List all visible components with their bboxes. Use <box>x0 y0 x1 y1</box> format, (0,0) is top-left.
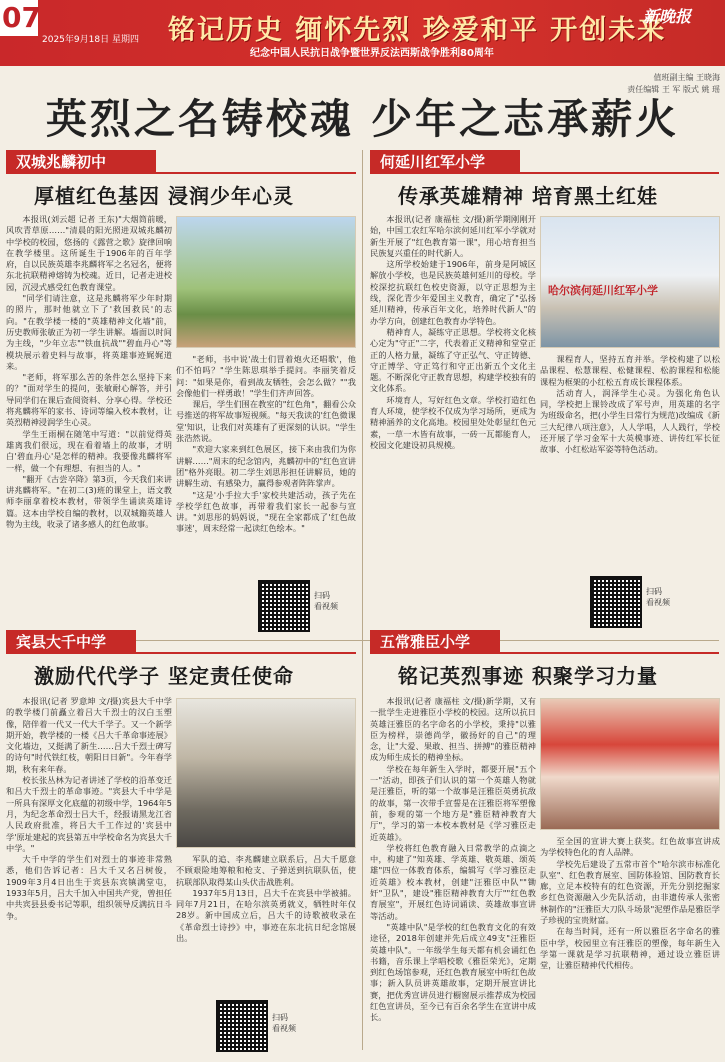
section-headline: 铭记英烈事迹 积聚学习力量 <box>398 664 658 688</box>
article-paragraph: 军队的追、李兆麟建立联系后，吕大千愿意不顾艰险地筹粮和枪支、子弹送到抗联队伍，使抗联部队取得某山头伏击战胜利。 <box>176 854 356 887</box>
article-paragraph: "这是'小手拉大手'家校共建活动，孩子先在学校学红色故事，再带着我们家长一起参与宣讲。"刘思彤的妈妈说，"现在全家都成了'红色故事迷'，周末经常一起读红色绘本。" <box>176 489 356 534</box>
article-paragraph: 学校将红色教育融入日常教学的点滴之中，构建了"知英雄、学英雄、敬英雄、颂英雄"四位一体教育体系，编辑写《学习雅臣走近英雄》校本教材，创建"汪雅臣中队""锄奸"卫队"，建设"雅臣精神教育大厅""红色教育展室"，开展红色诗词诵读、英雄故事宣讲等活动。 <box>370 842 536 921</box>
article-paragraph: 活动育人，润泽学生心灵。为强化角色认同，学校把上课铃改成了军号声，用英雄的名字为班级命名，把(小学生日常行为规范)改编成《新三大纪律八项注意》，人人学唱，人人践行，学校还开展了学习金军十大英模事迹、讲传红军长征故事、小红松站军姿等特色活动。 <box>540 387 720 455</box>
section-headline: 传承英雄精神 培育黑土红娃 <box>398 184 658 208</box>
page-number: 07 <box>2 1 41 34</box>
article-paragraph: "老师，书中说'战士们冒着炮火还唱歌'，他们不怕吗？"学生陈思琪举手提问。李丽笑着反问："如果是你，看到战友牺牲，会怎么做？""我会像他们一样勇敢！"学生们齐声回答。 <box>176 354 356 398</box>
section-rule <box>6 652 356 654</box>
article-paragraph: 课程育人，坚持五育并举。学校构建了以松品课程、松慧课程、松健课程、松韵课程和松能课程为框架的小红松五育成长课程体系。 <box>540 354 720 387</box>
article-paragraph: 课后，学生们围在教室的"红色角"，翻看公众号推送的将军故事短视频。"每天我读的'红色微课堂'知识，让我们对英雄有了更深刻的认识。"学生张浩然说。 <box>176 399 356 444</box>
article-column <box>540 836 720 1056</box>
statue-photo <box>176 698 356 848</box>
school-sign-text: 哈尔滨何延川红军小学 <box>548 284 658 297</box>
article-paragraph: 学校在每年新生入学时，都要开展"五个一"活动，即孩子们认识的第一个英雄人物就是汪雅臣，听的第一个故事是汪雅臣英勇抗敌的故事，第一次带手宣誓是在汪雅臣将军塑像前，参观的第一个地方是"雅臣精神教育大厅"，学习的第一本校本教材是《学习雅臣走近英雄》。 <box>370 763 536 842</box>
article-paragraph: 在每当时间，还有一所以雅臣名字命名的雅臣中学，校园里立有汪雅臣的塑像，每年新生入学第一课就是学习抗联精神，通过设立雅臣讲堂，让雅臣精神代代相传。 <box>540 926 720 971</box>
section-rule <box>370 172 719 174</box>
article-column <box>540 354 720 574</box>
section-headline: 厚植红色基因 浸润少年心灵 <box>34 184 294 208</box>
newspaper-brand: 新晚报 <box>642 7 691 26</box>
qr-caption: 扫码 看视频 <box>272 1013 296 1033</box>
article-column <box>6 214 172 734</box>
qr-code[interactable] <box>590 576 642 628</box>
article-paragraph: "同学们请注意，这是兆麟将军少年时期的照片，那时他就立下了'救国救民'的志向。"在教学楼一楼的"英雄精神文化墙"前，历史教师张敏正为初一学生讲解。墙面以时间为主线，"少年立志""铁血抗战""碧血丹心"等模块展示着史料与故事，将英雄事迹娓娓道来。 <box>6 293 172 371</box>
section-tag-yachen: 五常雅臣小学 <box>370 630 500 654</box>
qr-caption: 扫码 看视频 <box>314 591 338 611</box>
qr-caption: 扫码 看视频 <box>646 587 670 607</box>
page-title: 英烈之名铸校魂 少年之志承薪火 <box>45 95 680 143</box>
editor-line-2: 责任编辑 王 军 版式 姚 瑶 <box>627 85 720 94</box>
section-tag-zhaolin: 双城兆麟初中 <box>6 150 156 174</box>
qr-code[interactable] <box>216 1000 268 1052</box>
section-tag-heyanchuan: 何延川红军小学 <box>370 150 520 174</box>
column-divider <box>362 150 363 1050</box>
article-paragraph: 1937年5月13日，吕大千在宾县中学被捕。同年7月21日，在哈尔滨英勇就义，牺牲时年仅28岁。新中国成立后，吕大千的诗歌被收录在《革命烈士诗抄》中，事迹在东北抗日纪念馆展出。 <box>176 887 356 944</box>
article-paragraph: 学生王雨桐在随笔中写道："以前觉得英雄离我们很远，现在看着墙上的故事，才明白'碧血丹心'是怎样的精神。我要像兆麟将军一样，做一个有理想、有担当的人。" <box>6 428 172 473</box>
banner-subtitle: 纪念中国人民抗日战争暨世界反法西斯战争胜利80周年 <box>250 48 494 59</box>
article-paragraph: "欢迎大家来到红色展区，接下来由我们为你讲解……"周末的纪念馆内，兆麟初中的"红色宣讲团"格外亮眼。初二学生刘思彤担任讲解员，她的讲解生动、有感染力，赢得参观者阵阵掌声。 <box>176 444 356 489</box>
article-column <box>176 854 356 994</box>
section-rule <box>370 652 719 654</box>
article-paragraph: "翻开《古尝卒降》第3页，今天我们来讲讲兆麟将军。"在初二(3)班的课堂上，语文教师李丽拿着校本教材，带领学生诵读英雄诗篇。这本由学校自编的教材，以双城籍英雄人物为主线，收录了诸多感人的红色故事。 <box>6 473 172 530</box>
campus-photo <box>176 216 356 348</box>
article-paragraph: "英雄中队"是学校的红色教育文化的有效途径，2018年创建并先后成立49支"汪雅臣英雄中队"。一年级学生每天都有机会诵红色书籍，音乐课上学唱校歌《雅臣荣光》，定期到红色场馆参观，还红色教育展室中听红色故事；新入队员讲英雄故事，定期开展宣讲比赛，把优秀宣讲员进行橱窗展示推荐成为校园红色宣讲员，至今已有百余名学生在宣讲中成长。 <box>370 921 536 1023</box>
section-rule <box>6 172 356 174</box>
section-headline: 激励代代学子 坚定责任使命 <box>34 664 294 688</box>
editor-line: 值班副主编 王晓海 <box>653 73 720 82</box>
article-paragraph: 环境育人，写好红色文章。学校打造红色育人环境，使学校不仅成为学习场所，更成为精神涵养的文化高地。校园里处处彰显红色元素，一草一木皆有故事，一砖一瓦都能育人，校园文化建设初具规模。 <box>370 394 536 450</box>
qr-code[interactable] <box>258 580 310 632</box>
date-line: 2025年9月18日 星期四 <box>42 35 139 45</box>
article-column <box>6 696 172 1056</box>
article-paragraph: 精神育人，凝练守正思想。学校将文化核心定为"守正"二字，代表着正义精神和堂堂正正的人格力量，凝练了守正弘气、守正铸德、守正博学、守正笃行和守正出新五个文化主题。不断深化守正教育思想，构建学校独有的文化体系。 <box>370 326 536 394</box>
article-paragraph: 本报讯(记者 康福柱 文/摄)新学期，又有一批学生走进雅臣小学校的校园。这所以抗日英雄汪雅臣的名字命名的小学校，秉持"以雅臣为榜样，崇德尚学，徽扬好的自己"的理念，让"大爱、果敢、担当、拼搏"的雅臣精神成为师生成长的精神坐标。 <box>370 696 536 763</box>
section-tag-daqian: 宾县大千中学 <box>6 630 136 654</box>
article-paragraph: 本报讯(记者 罗意坤 文/摄)宾县大千中学的教学楼门前矗立着吕大千烈士的汉白玉塑像，陪伴着一代又一代大千学子。又一个新学期开始，教学楼的一楼《吕大千革命事迹展》文化墙边，又挺满了新生……吕大千烈士碑写的诗句"时代铁红枝，朝阳日日新"。今年春学期，秋有来年春。 <box>6 696 172 774</box>
article-paragraph: 本报讯(刘云超 记者 王东)"大烟筒前暖，风吹青草原……"清晨的阳光照进双城兆麟初中学校的校园，悠扬的《露营之歌》旋律回响在教学楼里。这所诞生于1906年的百年学府，自以民族英雄李兆麟将军之名冠名，便将东北抗联精神熔铸为校魂。近日，记者走进校园，沉浸式感受红色教育课堂。 <box>6 214 172 292</box>
banner-title: 铭记历史 缅怀先烈 珍爱和平 开创未来 <box>168 15 667 46</box>
article-column <box>370 214 536 629</box>
article-paragraph: "老师，将军那么苦的条件怎么坚持下来的？"面对学生的提问，张敏耐心解答，并引导同学们在课后查阅资料、分享心得。学校还将兆麟将军的家书、诗词等编入校本教材，让英烈精神浸润学生心灵。 <box>6 372 172 428</box>
article-paragraph: 本报讯(记者 康福柱 文/摄)新学期刚刚开始，中国工农红军哈尔滨何延川红军小学就对新生开展了"红色教育第一课"，用心培育担当民族复兴重任的时代新人。 <box>370 214 536 258</box>
article-paragraph: 这所学校始建于1906年，前身是阿城区解放小学校，也是民族英雄何延川的母校。学校深挖抗联红色校史资源，以守正思想为主线，深化青少年爱国主义教育，确定了"弘扬延川精神，传承百年文化，培养时代新人"的办学方向，创建红色教育办学特色。 <box>370 259 536 326</box>
article-column <box>370 696 536 1056</box>
article-paragraph: 学校先后建设了五常市首个"哈尔滨市标准化队室"、红色教育展室、国防体验馆、国防教育长廊，立足本校特有的红色资源，开先分别挖掘家乡红色资源融入少先队活动，由非遗传承人张密林制作的"汪雅臣大刀队斗场景"泥塑作品是雅臣学子珍视的宝贵财富。 <box>540 858 720 926</box>
activity-photo <box>540 698 720 830</box>
article-paragraph: 大千中学的学生们对烈士的事迹非常熟悉，他们告诉记者：吕大千又名吕树俊，1909年3月4日出生于宾县东宾镇满堂屯，1933年5月，吕大千加入中国共产党，曾担任中共宾县县委书记等职，组织领导反满抗日斗争。 <box>6 854 172 921</box>
article-paragraph: 校长张丛林为记者讲述了学校的沿革变迁和吕大千烈士的革命事迹。"宾县大千中学是一所具有深厚文化底蕴的初级中学，1964年5月，为纪念革命烈士吕大千，经报请黑龙江省人民政府批准，将吕大千工作过的'宾县中学'原址建起的宾县第五中学校命名为宾县大千中学。" <box>6 775 173 853</box>
article-paragraph: 至全国的宣讲大赛上获奖。红色故事宣讲成为学校特色化的育人品牌。 <box>540 836 720 858</box>
